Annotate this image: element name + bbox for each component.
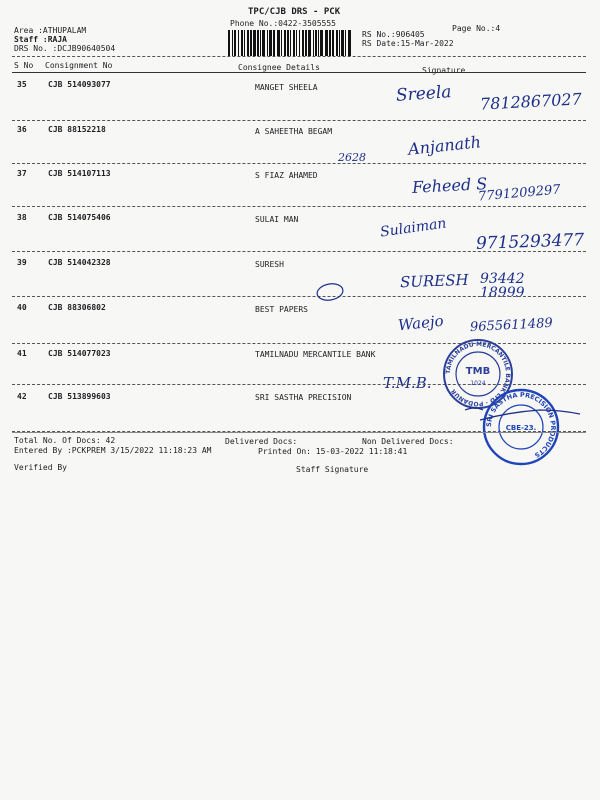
footer-rule [12,432,586,433]
row-sno: 41 [17,349,27,358]
col-signature: Signature [422,66,466,75]
col-consignee: Consignee Details [238,63,320,72]
col-sno: S No [14,61,34,70]
row-consignment: CJB 514042328 [48,258,111,267]
tmb-stamp-ring-text: TAMILNADU MERCANTILE BANK LTD · PODANUR [444,340,512,408]
row-consignee: SRI SASTHA PRECISION [255,393,352,402]
sastha-stamp-center: CBE-23. [505,424,537,432]
row-consignment: CJB 88152218 [48,125,106,134]
row-handwritten-note: 2628 [338,151,366,164]
row-sno: 36 [17,125,27,134]
row-divider [12,120,586,121]
staff-label: Staff :RAJA [14,35,67,44]
signature-scribbles [300,270,590,430]
row-handwritten-note: 7812867027 [479,89,583,114]
header-bottom-rule [12,72,586,73]
delivered-docs: Delivered Docs: [225,437,298,446]
row-consignment: CJB 514075406 [48,213,111,222]
row-divider [12,206,586,207]
row-signature: T.M.B. [383,374,432,392]
tmb-stamp-center: TMB [465,366,491,377]
total-docs: Total No. Of Docs: 42 [14,436,116,445]
row-signature: Anjanath [407,132,482,159]
row-signature: SURESH [399,270,469,292]
drs-number: DRS No. :DCJB90640504 [14,44,116,53]
row-handwritten-note: 7791209297 [477,182,562,205]
barcode-image [228,30,354,56]
row-handwritten-note: 9715293477 [475,230,585,254]
row-sno: 37 [17,169,27,178]
row-sno: 40 [17,303,27,312]
row-consignment: CJB 514107113 [48,169,111,178]
row-sno: 39 [17,258,27,267]
rs-date: RS Date:15-Mar-2022 [362,39,454,48]
row-signature: Waejo [397,311,445,335]
row-handwritten-note: 93442 18999 [480,271,525,301]
row-consignee: SULAI MAN [255,215,299,224]
verified-by: Verified By [14,463,67,472]
row-handwritten-note: 9655611489 [469,315,554,336]
document-title: TPC/CJB DRS - PCK [248,7,341,17]
row-consignee: MANGET SHEELA [255,83,318,92]
row-consignment: CJB 513899603 [48,392,111,401]
page-number: Page No.:4 [452,24,501,33]
row-consignee: S FIAZ AHAMED [255,171,318,180]
staff-signature-label: Staff Signature [296,465,369,474]
row-consignee: A SAHEETHA BEGAM [255,127,333,136]
row-divider [12,251,586,252]
tmb-stamp-code: 1024 [470,380,486,387]
rs-number: RS No.:906405 [362,30,425,39]
row-consignment: CJB 88306802 [48,303,106,312]
col-consignment: Consignment No [45,61,113,70]
area-label: Area :ATHUPALAM [14,26,87,35]
printed-on: Printed On: 15-03-2022 11:18:41 [258,447,408,456]
phone-number: Phone No.:0422-3505555 [230,19,336,28]
row-sno: 35 [17,80,27,89]
row-consignment: CJB 514093077 [48,80,111,89]
header-top-rule [12,56,586,57]
row-divider [12,163,586,164]
sastha-stamp-ring-text: SRI SASTHA PRECISION PRODUCTS [484,390,558,460]
row-sno: 38 [17,213,27,222]
row-signature: Feheed S [411,174,488,197]
entered-by: Entered By :PCKPREM 3/15/2022 11:18:23 AM [14,446,212,455]
row-sno: 42 [17,392,27,401]
row-consignee: TAMILNADU MERCANTILE BANK [255,350,376,359]
row-consignment: CJB 514077023 [48,349,111,358]
row-consignee: SURESH [255,260,284,269]
non-delivered-docs: Non Delivered Docs: [362,437,454,446]
row-signature: Sreela [395,82,453,106]
row-consignee: BEST PAPERS [255,305,308,314]
row-signature: Sulaiman [379,215,448,241]
